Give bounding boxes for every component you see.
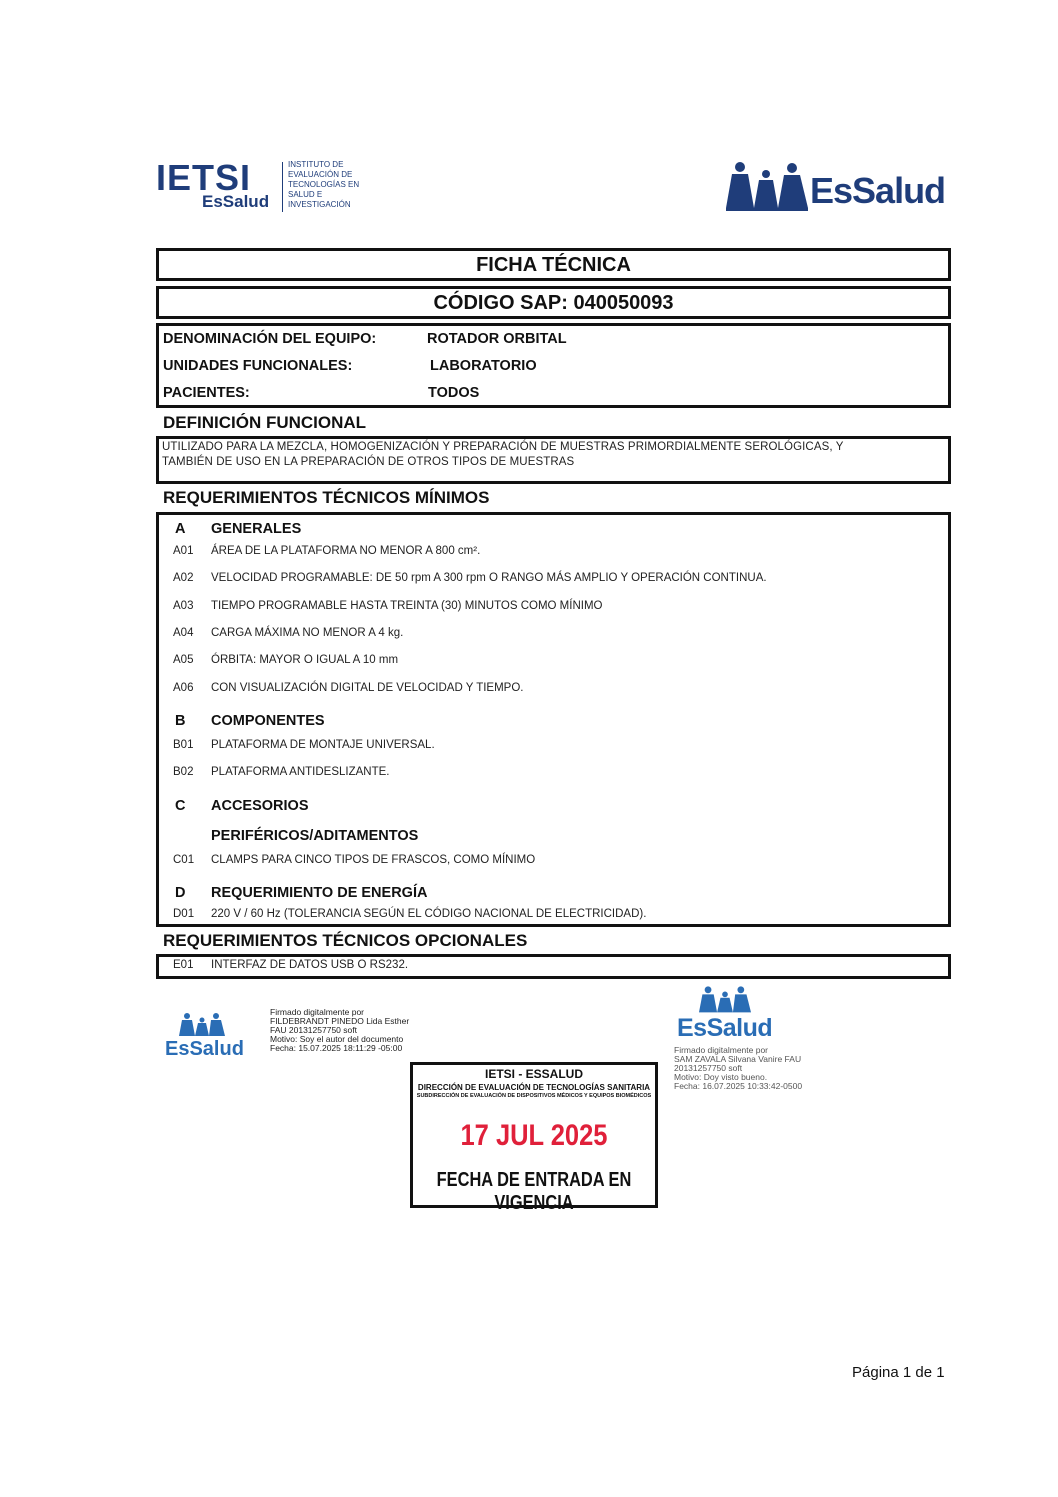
equipment-label: DENOMINACIÓN DEL EQUIPO: (163, 331, 377, 347)
page-title: FICHA TÉCNICA (156, 248, 951, 281)
requirements-box (156, 512, 951, 927)
family-icon (699, 984, 751, 1016)
item-code: B01 (173, 739, 194, 751)
item-text: TIEMPO PROGRAMABLE HASTA TREINTA (30) MINUTOS COMO MÍNIMO (211, 600, 603, 612)
item-text: CLAMPS PARA CINCO TIPOS DE FRASCOS, COMO MÍNIMO (211, 854, 536, 866)
essalud-logo (726, 160, 951, 215)
signature2-text (674, 1046, 802, 1091)
stamp-direction: DIRECCIÓN DE EVALUACIÓN DE TECNOLOGÍAS SANITARIA (417, 1083, 651, 1092)
signature-line: Firmado digitalmente por (674, 1045, 769, 1055)
ietsi-institute-name: INSTITUTO DE EVALUACIÓN DE TECNOLOGÍAS EN SALUD E INVESTIGACIÓN (288, 160, 360, 209)
signature-line: Fecha: 16.07.2025 10:33:42-0500 (674, 1081, 803, 1091)
signature2-logo-text: EsSalud (677, 1014, 773, 1042)
stamp-subdirection: SUBDIRECCIÓN DE EVALUACIÓN DE DISPOSITIVOS MÉDICOS Y EQUIPOS BIOMÉDICOS (416, 1093, 652, 1099)
item-text: CON VISUALIZACIÓN DIGITAL DE VELOCIDAD Y TIEMPO. (211, 682, 524, 694)
optional-heading: REQUERIMIENTOS TÉCNICOS OPCIONALES (163, 931, 528, 950)
group-letter: B (175, 713, 186, 729)
item-text: ÁREA DE LA PLATAFORMA NO MENOR A 800 cm². (211, 545, 481, 557)
requirements-heading: REQUERIMIENTOS TÉCNICOS MÍNIMOS (163, 488, 490, 507)
item-code: A04 (173, 627, 194, 639)
page-number: Página 1 de 1 (852, 1364, 945, 1381)
units-label: UNIDADES FUNCIONALES: (163, 358, 353, 374)
signature-line: FAU 20131257750 soft (270, 1025, 357, 1035)
stamp-org: IETSI - ESSALUD (484, 1067, 583, 1081)
item-text: 220 V / 60 Hz (TOLERANCIA SEGÚN EL CÓDIGO NACIONAL DE ELECTRICIDAD). (211, 908, 647, 920)
optional-box (156, 954, 951, 979)
group-title: ACCESORIOS (211, 798, 309, 814)
item-text: PLATAFORMA ANTIDESLIZANTE. (211, 766, 390, 778)
group-title: GENERALES (211, 521, 302, 537)
signature1-logo (165, 1012, 245, 1062)
item-code: C01 (173, 854, 195, 866)
item-code: A06 (173, 682, 194, 694)
signature2-logo (677, 984, 777, 1044)
ietsi-logo-divider (282, 162, 283, 212)
item-code: B02 (173, 766, 194, 778)
patients-label: PACIENTES: (163, 385, 250, 401)
definition-line: UTILIZADO PARA LA MEZCLA, HOMOGENIZACIÓN Y PREPARACIÓN DE MUESTRAS PRIMORDIALMENTE SEROLÓGICAS, Y (162, 441, 844, 453)
item-text: CARGA MÁXIMA NO MENOR A 4 kg. (211, 627, 404, 639)
item-code: A05 (173, 654, 194, 666)
signature1-logo-text: EsSalud (165, 1038, 244, 1060)
item-code: A03 (173, 600, 194, 612)
signature-line: Motivo: Doy visto bueno. (674, 1072, 768, 1082)
signature-line: SAM ZAVALA Silvana Vanire FAU (674, 1054, 802, 1064)
group-letter: D (175, 885, 186, 901)
equipment-value: ROTADOR ORBITAL (427, 331, 567, 347)
signature-line: Firmado digitalmente por (270, 1007, 365, 1017)
validity-stamp (410, 1062, 658, 1214)
item-text: ÓRBITA: MAYOR O IGUAL A 10 mm (211, 654, 399, 666)
stamp-label: FECHA DE ENTRADA EN VIGENCIA (436, 1169, 632, 1214)
family-icon (726, 160, 808, 212)
item-text: INTERFAZ DE DATOS USB O RS232. (211, 959, 409, 971)
item-text: VELOCIDAD PROGRAMABLE: DE 50 rpm A 300 rpm O RANGO MÁS AMPLIO Y OPERACIÓN CONTINUA. (211, 572, 767, 584)
signature-line: 20131257750 soft (674, 1063, 743, 1073)
definition-text (162, 440, 844, 470)
signature-line: Fecha: 15.07.2025 18:11:29 -05:00 (270, 1043, 403, 1053)
family-icon (179, 1012, 225, 1038)
group-title: COMPONENTES (211, 713, 325, 729)
item-text: PLATAFORMA DE MONTAJE UNIVERSAL. (211, 739, 435, 751)
ietsi-logo-sub: EsSalud (202, 192, 270, 211)
group-letter: C (175, 798, 186, 814)
item-code: D01 (173, 908, 195, 920)
item-code: E01 (173, 959, 194, 971)
group-subtitle: PERIFÉRICOS/ADITAMENTOS (211, 828, 419, 844)
group-letter: A (175, 521, 186, 537)
patients-value: TODOS (428, 385, 480, 401)
ietsi-logo (156, 158, 371, 214)
equipment-info (156, 323, 951, 408)
units-value: LABORATORIO (430, 358, 537, 374)
item-code: A01 (173, 545, 194, 557)
stamp-date: 17 JUL 2025 (460, 1119, 608, 1152)
sap-code: CÓDIGO SAP: 040050093 (156, 286, 951, 319)
signature-line: FILDEBRANDT PINEDO Lida Esther (270, 1016, 410, 1026)
item-code: A02 (173, 572, 194, 584)
group-title: REQUERIMIENTO DE ENERGÍA (211, 885, 428, 901)
definition-box (156, 436, 951, 484)
definition-line: TAMBIÉN DE USO EN LA PREPARACIÓN DE OTROS TIPOS DE MUESTRAS (162, 456, 575, 468)
signature1-text (270, 1008, 409, 1053)
ietsi-logo-text: IETSI (156, 157, 252, 198)
definition-heading: DEFINICIÓN FUNCIONAL (163, 413, 367, 432)
essalud-logo-text: EsSalud (810, 170, 946, 211)
signature-line: Motivo: Soy el autor del documento (270, 1034, 404, 1044)
